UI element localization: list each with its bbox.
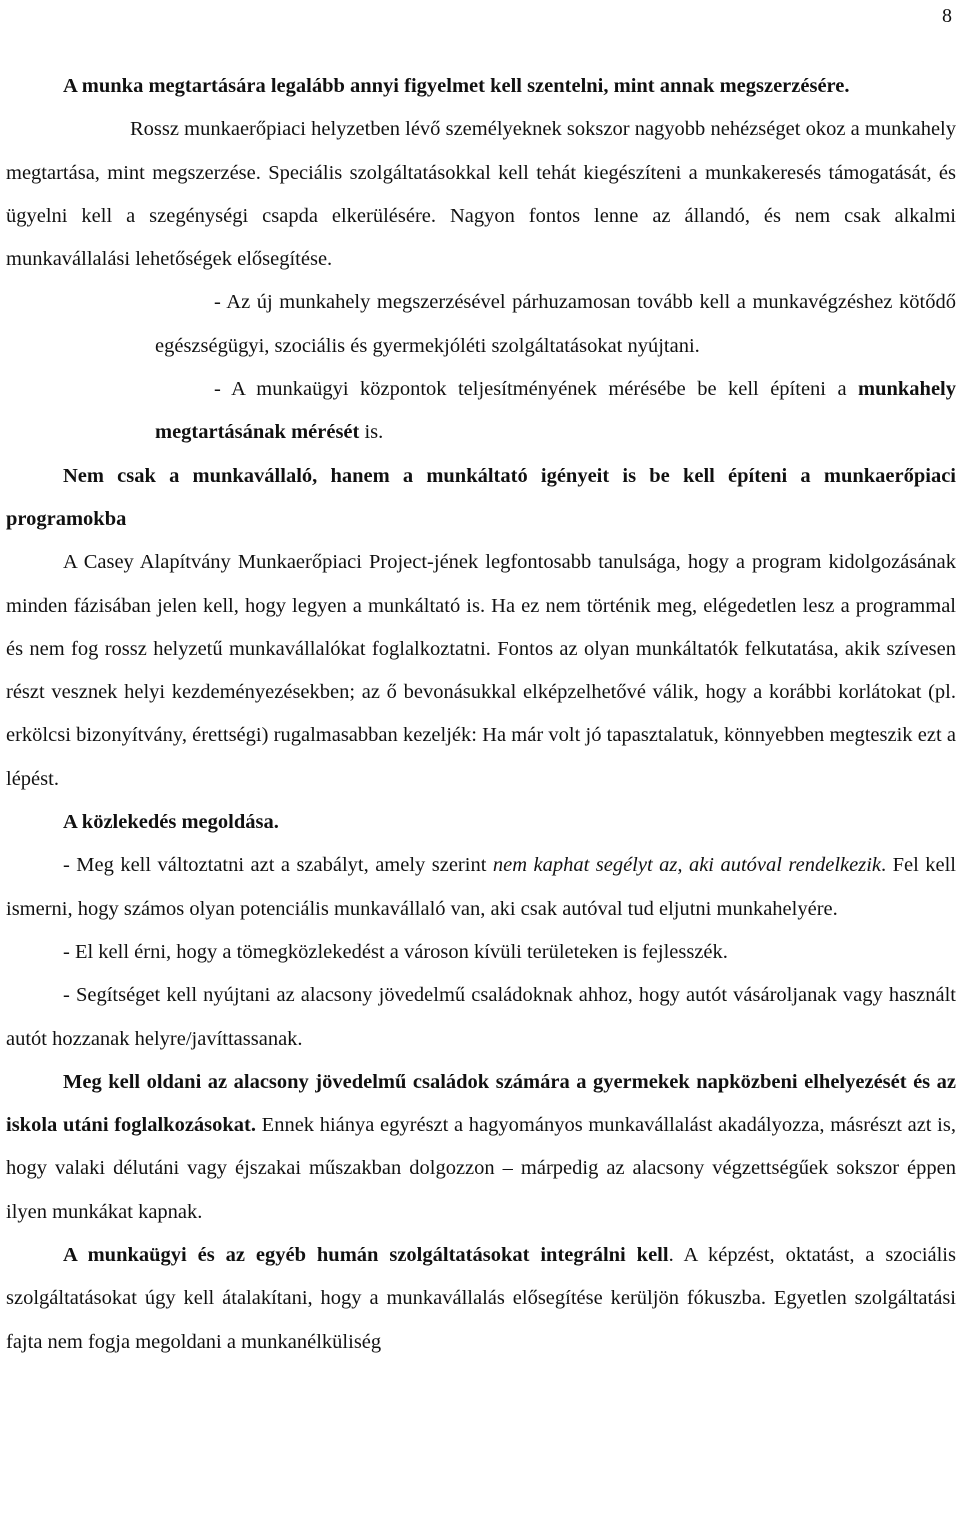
body-text: . A képzést, oktatást, a szociális szolgáltatásokat úgy kell átalakítani, hogy a munkavállalás elősegítése kerüljön fókuszba. Egyetlen szolgáltatási fajta nem fogja megoldani a munkanélküliség <box>6 1244 956 1353</box>
paragraph-public-transport: - El kell érni, hogy a tömegközlekedést a városon kívüli területeken is fejlesszék. <box>63 940 728 963</box>
heading-transport <box>6 801 956 844</box>
bold-text: Nem csak a munkavállaló, hanem a munkáltató igényeit is be kell építeni a munkaerőpiaci programokba <box>6 464 956 530</box>
paragraph-childcare <box>6 1061 956 1234</box>
bullet-text: - A munkaügyi központok teljesítményének mérésébe be kell építeni a <box>214 378 859 401</box>
paragraph-transport-rule <box>6 844 956 931</box>
paragraph-casey-foundation: A Casey Alapítvány Munkaerőpiaci Project-jének legfontosabb tanulsága, hogy a program kidolgozásának minden fázisában jelen kell, hogy legyen a munkáltató is. Ha ez nem történik meg, elégedetlen lesz a programmal és nem fog rossz helyzetű munkavállalókat foglalkoztatni. Fontos az olyan munkáltatók felkutatása, akik szívesen részt vesznek helyi kezdeményezésekben; az ő bevonásukkal elképzelhetővé válik, hogy a korábbi korlátokat (pl. erkölcsi bizonyítvány, érettségi) rugalmasabban kezeljék: Ha már volt jó tapasztalatuk, könnyebben megteszik ezt a lépést. <box>6 551 956 790</box>
italic-text: nem kaphat segélyt az, aki autóval rendelkezik <box>492 854 881 877</box>
bold-text: A munkaügyi és az egyéb humán szolgáltatásokat integrálni kell <box>63 1244 669 1267</box>
bullet-item: - Az új munkahely megszerzésével párhuzamosan tovább kell a munkavégzéshez kötődő egészségügyi, szociális és gyermekjóléti szolgáltatásokat nyújtani. <box>155 291 956 357</box>
body-text: . Fel kell ismerni, hogy számos olyan potenciális munkavállaló van, aki csak autóval tud eljutni munkahelyére. <box>6 854 956 920</box>
bullet-item <box>155 368 956 455</box>
paragraph-integration <box>6 1234 956 1364</box>
paragraph-heading-job-retention <box>6 65 956 108</box>
bold-text: A munka megtartására legalább annyi figyelmet kell szentelni, mint annak megszerzésére. <box>63 75 850 97</box>
body-text: - Meg kell változtatni azt a szabályt, amely szerint <box>63 854 493 877</box>
paragraph-heading-employer-needs <box>6 455 956 542</box>
body-text: Ennek hiánya egyrészt a hagyományos munkavállalást akadályozza, másrészt azt is, hogy valaki délutáni vagy éjszakai műszakban dolgozzon – márpedig az alacsony végzettségűek sokszor éppen ilyen munkákat kapnak. <box>6 1114 956 1223</box>
bold-text: A közlekedés megoldása. <box>63 811 279 834</box>
paragraph-job-retention: Rossz munkaerőpiaci helyzetben lévő személyeknek sokszor nagyobb nehézséget okoz a munkahely megtartása, mint megszerzése. Speciális szolgáltatásokkal kell tehát kiegészíteni a munkakeresés támogatását, és ügyelni kell a szegénységi csapda elkerülésére. Nagyon fontos lenne az állandó, és nem csak alkalmi munkavállalási lehetőségek elősegítése. <box>6 118 956 271</box>
bullet-text: is. <box>359 421 384 444</box>
document-body <box>6 65 956 1364</box>
bullet-list <box>6 281 956 454</box>
paragraph-car-help: - Segítséget kell nyújtani az alacsony jövedelmű családoknak ahhoz, hogy autót vásároljanak vagy használt autót hozzanak helyre/javíttassanak. <box>6 984 956 1050</box>
bold-text: munkahely megtartásának mérését <box>155 378 956 444</box>
bold-text: Meg kell oldani az alacsony jövedelmű családok számára a gyermekek napközbeni elhelyezését és az iskola utáni foglalkozásokat. <box>6 1070 956 1137</box>
page-number: 8 <box>942 5 952 27</box>
